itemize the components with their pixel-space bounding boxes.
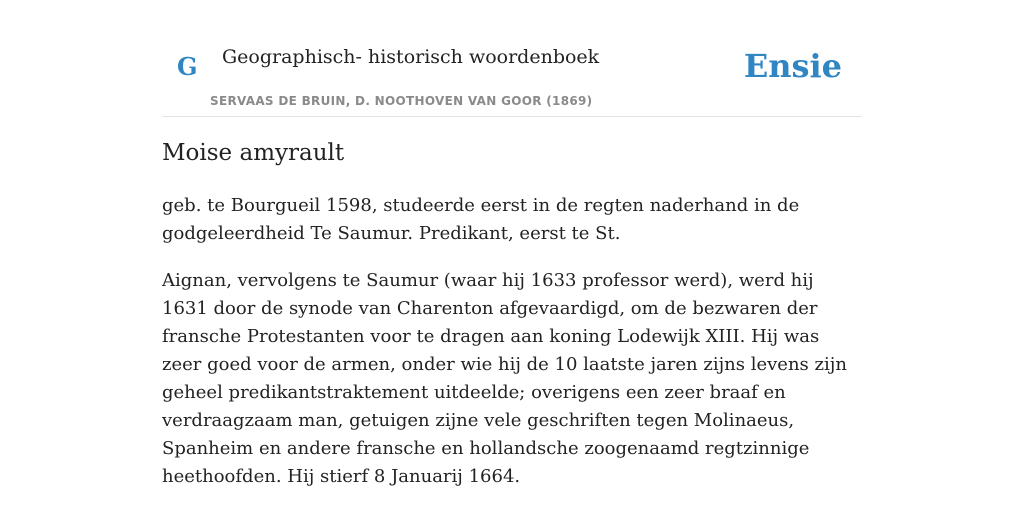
entry-title: Moise amyrault xyxy=(162,140,345,166)
entry-body xyxy=(162,192,862,510)
entry-card xyxy=(162,0,862,512)
entry-paragraph: geb. te Bourgueil 1598, studeerde eerst in de regten naderhand in de godgeleerdheid Te Saumur. Predikant, eerst te St. xyxy=(162,195,800,244)
book-header xyxy=(162,0,862,117)
ensie-logo[interactable]: Ensie xyxy=(743,47,842,85)
entry-paragraph: Aignan, vervolgens te Saumur (waar hij 1633 professor werd), werd hij 1631 door de synode van Charenton afgevaardigd, om de bezwaren der fransche Protestanten voor te dragen aan koning Lodewijk XIII. Hij was zeer goed voor de armen, onder wie hij de 10 laatste jaren zijns levens zijn geheel predikantstraktement uitdeelde; overigens een zeer braaf en verdraagzaam man, getuigen zijne vele geschriften tegen Molinaeus, Spanheim en andere fransche en hollandsche zoogenaamd regtzinnige heethoofden. Hij stierf 8 Januarij 1664. xyxy=(162,270,847,487)
book-authors: SERVAAS DE BRUIN, D. NOOTHOVEN VAN GOOR (1869) xyxy=(210,94,593,108)
book-title-link[interactable]: Geographisch- historisch woordenboek xyxy=(222,46,600,68)
book-logo-icon[interactable]: G xyxy=(177,52,198,81)
